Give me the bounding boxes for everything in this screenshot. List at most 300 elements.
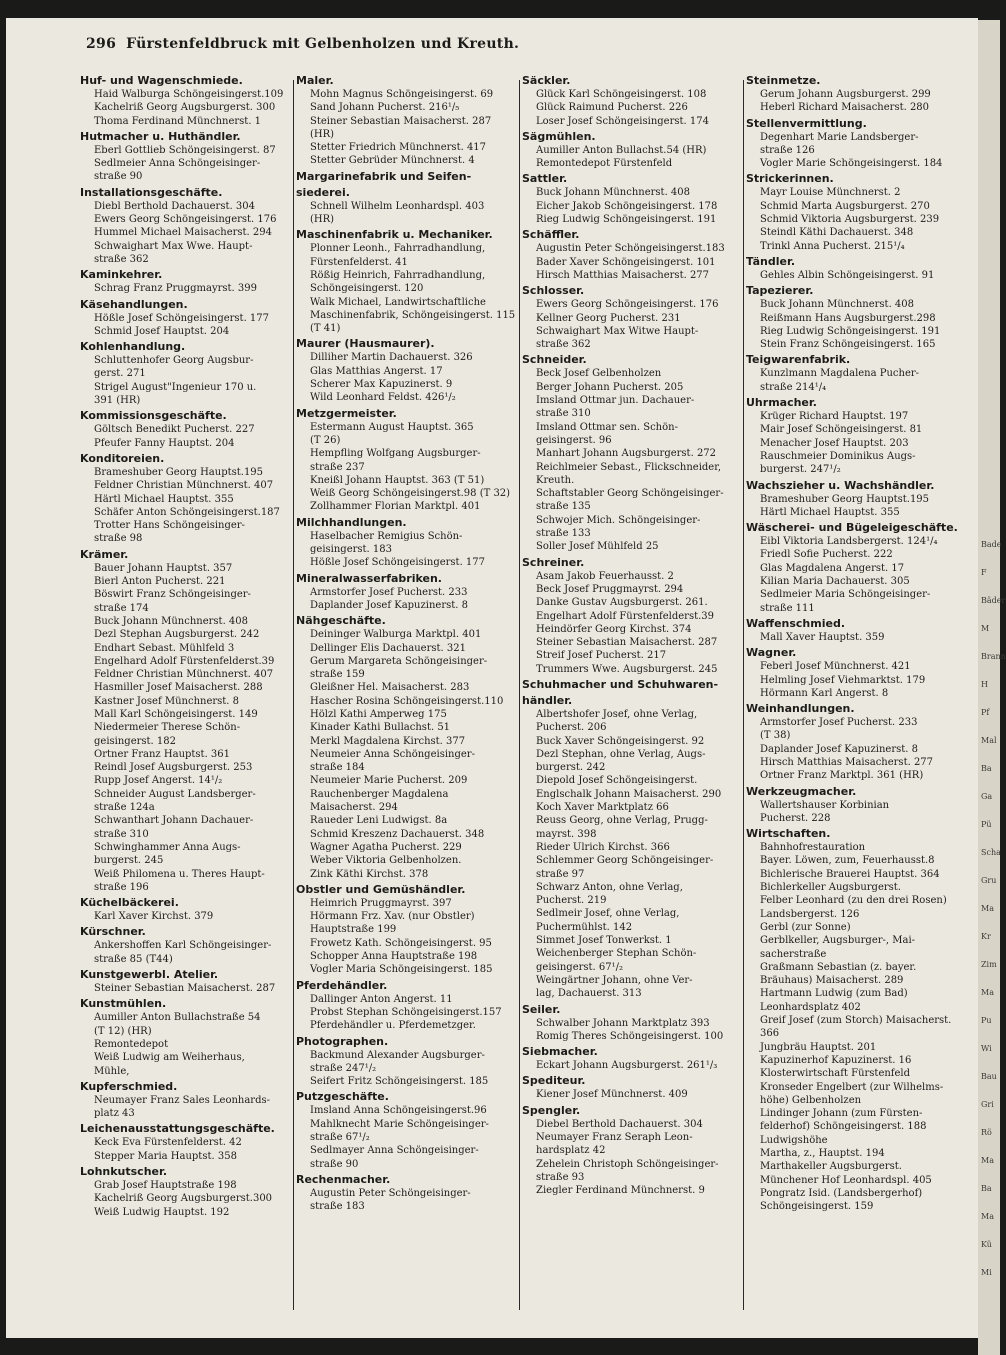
directory-entry: Hößle Josef Schöngeisingerst. 177 — [94, 312, 270, 324]
directory-entry: Neumeier Marie Pucherst. 209 — [310, 775, 468, 787]
section-heading: Nähgeschäfte. — [296, 614, 386, 628]
directory-entry: Landsbergerst. 126 — [760, 908, 860, 920]
directory-entry: straße 90 — [94, 171, 143, 183]
directory-entry: Ewers Georg Schöngeisingerst. 176 — [94, 214, 277, 226]
directory-entry: Friedl Sofie Pucherst. 222 — [760, 549, 893, 561]
directory-entry: Pferdehändler u. Pferdemetzger. — [310, 1020, 476, 1032]
directory-entry: Trinkl Anna Pucherst. 215¹/₄ — [760, 240, 905, 252]
section-heading: Kaminkehrer. — [80, 268, 163, 282]
directory-entry: Hempfling Wolfgang Augsburger- — [310, 448, 481, 460]
directory-section — [522, 172, 740, 226]
directory-entry: Estermann August Hauptst. 365 — [310, 421, 474, 433]
directory-entry: straße 237 — [310, 461, 365, 473]
directory-section — [296, 614, 518, 881]
directory-section — [80, 997, 292, 1077]
directory-entry: Thoma Ferdinand Münchnerst. 1 — [94, 115, 262, 127]
directory-entry: Hummel Michael Maisacherst. 294 — [94, 227, 272, 239]
directory-entry: Weiß Ludwig Hauptst. 192 — [94, 1206, 230, 1218]
directory-entry: Heberl Richard Maisacherst. 280 — [760, 102, 930, 114]
directory-entry: Mohn Magnus Schöngeisingerst. 69 — [310, 89, 494, 100]
directory-entry: Mahlknecht Marie Schöngeisinger- — [310, 1118, 489, 1130]
directory-entry: Gerblkeller, Augsburger-, Mai- — [760, 935, 916, 947]
directory-section — [746, 353, 968, 394]
directory-entry: Bichlerkeller Augsburgerst. — [760, 882, 901, 894]
directory-entry: Grab Josef Hauptstraße 198 — [94, 1180, 237, 1191]
directory-entry: (T 41) — [310, 323, 341, 335]
directory-entry: Rauchenberger Magdalena — [310, 788, 449, 800]
adjacent-page-fragment: Kü — [981, 1240, 992, 1249]
directory-entry: Imsland Ottmar jun. Dachauer- — [536, 395, 695, 407]
directory-entry: Vogler Marie Schöngeisingerst. 184 — [760, 158, 943, 170]
directory-page — [6, 18, 978, 1338]
section-heading: Werkzeugmacher. — [746, 784, 857, 798]
page-number: 296 — [86, 36, 117, 52]
directory-entry: Rieder Ulrich Kirchst. 366 — [536, 841, 670, 853]
directory-entry: Sedlmeier Maria Schöngeisinger- — [760, 589, 931, 601]
directory-entry: Hößle Josef Schöngeisingerst. 177 — [310, 557, 486, 569]
directory-section — [296, 186, 518, 227]
adjacent-page-fragment: Ga — [981, 792, 993, 801]
directory-column-3 — [522, 72, 740, 1317]
directory-section — [296, 1173, 518, 1214]
directory-section — [522, 1104, 740, 1198]
directory-entry: Schwanthart Johann Dachauer- — [94, 815, 254, 827]
directory-entry: Albertshofer Josef, ohne Verlag, — [536, 708, 698, 720]
directory-entry: straße 67¹/₂ — [310, 1132, 370, 1143]
directory-section — [746, 646, 968, 700]
section-heading: händler. — [522, 693, 573, 707]
directory-entry: Mall Karl Schöngeisingerst. 149 — [94, 708, 258, 720]
directory-entry: Rauschmeier Dominikus Augs- — [760, 450, 916, 462]
directory-entry: Kreuth. — [536, 474, 575, 486]
directory-entry: (HR) — [310, 128, 335, 140]
directory-entry: Reuss Georg, ohne Verlag, Prugg- — [536, 815, 708, 827]
section-heading: Margarinefabrik und Seifen- — [296, 169, 472, 183]
directory-entry: Heindörfer Georg Kirchst. 374 — [536, 623, 692, 635]
directory-entry: Steiner Sebastian Maisacherst. 287 — [310, 115, 492, 127]
directory-entry: Daplander Josef Kapuzinerst. 8 — [760, 743, 918, 755]
directory-entry: Härtl Michael Hauptst. 355 — [94, 493, 234, 505]
directory-entry: Schwaighart Max Witwe Haupt- — [536, 325, 699, 337]
section-heading: Seiler. — [522, 1002, 561, 1016]
section-heading: Konditoreien. — [80, 451, 165, 465]
directory-section — [80, 968, 292, 995]
directory-entry: Dilliher Martin Dachauerst. 326 — [310, 352, 473, 364]
directory-entry: geisingerst. 182 — [94, 735, 176, 747]
column-divider — [293, 80, 294, 1310]
directory-entry: Hölzl Kathi Amperweg 175 — [310, 708, 447, 720]
section-heading: Maler. — [296, 74, 334, 87]
directory-entry: Krüger Richard Hauptst. 197 — [760, 411, 909, 423]
directory-entry: Dellinger Elis Dachauerst. 321 — [310, 642, 466, 654]
adjacent-page-fragment: F — [981, 568, 987, 577]
directory-entry: Feldner Christian Münchnerst. 407 — [94, 480, 274, 492]
directory-entry: Ankershoffen Karl Schöngeisinger- — [94, 940, 272, 952]
section-heading: Teigwarenfabrik. — [746, 353, 851, 367]
directory-entry: Graßmann Sebastian (z. bayer. — [760, 961, 917, 973]
adjacent-page-fragment: Pf — [981, 708, 990, 717]
directory-entry: burgerst. 242 — [536, 762, 606, 774]
directory-entry: Gerum Margareta Schöngeisinger- — [310, 655, 488, 667]
directory-section — [746, 785, 968, 826]
directory-entry: Zink Käthi Kirchst. 378 — [310, 868, 429, 880]
directory-entry: Kapuzinerhof Kapuzinerst. 16 — [760, 1054, 912, 1066]
directory-entry: Schrag Franz Pruggmayrst. 399 — [94, 283, 258, 295]
column-divider — [519, 80, 520, 1310]
directory-entry: Engelhart Adolf Fürstenfelderst.39 — [536, 610, 714, 622]
section-heading: Stellenvermittlung. — [746, 116, 867, 130]
directory-entry: Buck Johann Münchnerst. 408 — [536, 187, 691, 199]
directory-section — [522, 130, 740, 171]
directory-entry: Feldner Christian Münchnerst. 407 — [94, 669, 274, 681]
directory-entry: Gerbl (zur Sonne) — [760, 921, 851, 933]
section-heading: Waffenschmied. — [746, 616, 846, 630]
directory-entry: Menacher Josef Hauptst. 203 — [760, 437, 909, 449]
directory-section — [296, 883, 518, 977]
directory-entry: Vogler Maria Schöngeisingerst. 185 — [310, 964, 493, 976]
directory-entry: Aumiller Anton Bullachstraße 54 — [94, 1012, 261, 1024]
directory-entry: straße 90 — [310, 1158, 359, 1170]
directory-entry: Leonhardsplatz 402 — [760, 1001, 861, 1013]
directory-entry: Kronseder Engelbert (zur Wilhelms- — [760, 1081, 944, 1093]
directory-entry: Göltsch Benedikt Pucherst. 227 — [94, 424, 255, 436]
directory-entry: Hasmiller Josef Maisacherst. 288 — [94, 682, 263, 694]
directory-entry: Buck Johann Münchnerst. 408 — [94, 615, 249, 627]
directory-entry: Armstorfer Josef Pucherst. 233 — [310, 586, 468, 598]
directory-section — [746, 284, 968, 351]
directory-entry: Koch Xaver Marktplatz 66 — [536, 802, 669, 814]
directory-entry: Rieg Ludwig Schöngeisingerst. 191 — [760, 325, 941, 337]
directory-entry: Schöngeisingerst. 120 — [310, 283, 424, 295]
directory-entry: Schwinghammer Anna Augs- — [94, 841, 241, 853]
directory-entry: Imsland Anna Schöngeisingerst.96 — [310, 1105, 487, 1117]
directory-section — [80, 74, 292, 128]
directory-column-4 — [746, 72, 968, 1317]
directory-section — [80, 548, 292, 894]
directory-section — [746, 702, 968, 782]
directory-entry: Rößig Heinrich, Fahrradhandlung, — [310, 269, 486, 281]
directory-section — [522, 74, 740, 128]
directory-entry: Daplander Josef Kapuzinerst. 8 — [310, 599, 468, 611]
section-heading: Kupferschmied. — [80, 1079, 178, 1093]
section-heading: Kunstmühlen. — [80, 997, 167, 1011]
directory-section — [80, 268, 292, 295]
directory-entry: Endhart Sebast. Mühlfeld 3 — [94, 642, 235, 654]
directory-entry: Mühle, — [94, 1065, 130, 1077]
directory-entry: Imsland Ottmar sen. Schön- — [536, 421, 678, 433]
directory-entry: Eibl Viktoria Landsbergerst. 124¹/₄ — [760, 536, 938, 548]
adjacent-page-fragment: Rö — [981, 1128, 992, 1137]
directory-entry: Trummers Wwe. Augsburgerst. 245 — [536, 663, 718, 675]
section-heading: Lohnkutscher. — [80, 1165, 168, 1178]
section-heading: Sägmühlen. — [522, 129, 596, 143]
directory-entry: Augustin Peter Schöngeisinger- — [310, 1187, 471, 1199]
directory-entry: Hörmann Frz. Xav. (nur Obstler) — [310, 911, 475, 923]
directory-entry: Weingärtner Johann, ohne Ver- — [536, 974, 693, 986]
directory-entry: Weiß Georg Schöngeisingerst.98 (T 32) — [310, 488, 511, 500]
directory-entry: Degenhart Marie Landsberger- — [760, 131, 919, 143]
directory-entry: Sand Johann Pucherst. 216¹/₅ — [310, 102, 460, 114]
directory-entry: Lindinger Johann (zum Fürsten- — [760, 1108, 923, 1120]
adjacent-page-fragment: Wi — [981, 1044, 992, 1053]
adjacent-page-fragment: Ma — [981, 1212, 994, 1221]
section-heading: Obstler und Gemüshändler. — [296, 882, 466, 896]
directory-entry: Bahnhofrestauration — [760, 842, 866, 854]
directory-entry: Keck Eva Fürstenfelderst. 42 — [94, 1137, 242, 1149]
directory-entry: Mall Xaver Hauptst. 359 — [760, 631, 885, 643]
directory-entry: (T 38) — [760, 730, 791, 742]
directory-section — [80, 340, 292, 407]
directory-entry: Englschalk Johann Maisacherst. 290 — [536, 788, 722, 800]
directory-entry: Ewers Georg Schöngeisingerst. 176 — [536, 299, 719, 311]
adjacent-page-fragment: Ma — [981, 904, 994, 913]
section-heading: Käsehandlungen. — [80, 297, 188, 311]
adjacent-page-fragment: Ma — [981, 1156, 994, 1165]
directory-entry: straße 135 — [536, 501, 591, 513]
directory-entry: Stetter Friedrich Münchnerst. 417 — [310, 142, 487, 154]
directory-entry: Kastner Josef Münchnerst. 8 — [94, 695, 240, 707]
directory-entry: gerst. 271 — [94, 368, 146, 380]
directory-entry: Eckart Johann Augsburgerst. 261¹/₃ — [536, 1060, 718, 1072]
directory-entry: Bierl Anton Pucherst. 221 — [94, 576, 226, 588]
directory-entry: Kiener Josef Münchnerst. 409 — [536, 1089, 688, 1101]
directory-entry: Dezl Stephan, ohne Verlag, Augs- — [536, 748, 706, 760]
directory-entry: Bader Xaver Schöngeisingerst. 101 — [536, 256, 716, 268]
directory-entry: Dallinger Anton Angerst. 11 — [310, 993, 453, 1005]
directory-entry: Rupp Josef Angerst. 14¹/₂ — [94, 775, 223, 787]
adjacent-page-fragment: Ba — [981, 764, 992, 773]
section-heading: Spediteur. — [522, 1074, 586, 1088]
adjacent-page-fragment: Ba — [981, 1184, 992, 1193]
directory-entry: Mayr Louise Münchnerst. 2 — [760, 187, 901, 199]
directory-entry: Bayer. Löwen, zum, Feuerhausst.8 — [760, 855, 935, 867]
directory-entry: Ortner Franz Marktpl. 361 (HR) — [760, 770, 924, 782]
directory-entry: Romig Theres Schöngeisingerst. 100 — [536, 1030, 724, 1042]
directory-entry: Simmet Josef Tonwerkst. 1 — [536, 935, 672, 947]
directory-entry: Diebl Berthold Dachauerst. 304 — [94, 200, 255, 212]
directory-entry: Pucherst. 219 — [536, 895, 607, 907]
adjacent-page-fragment: Gri — [981, 1100, 994, 1109]
directory-entry: geisingerst. 67¹/₂ — [536, 961, 624, 973]
directory-entry: Bauer Johann Hauptst. 357 — [94, 562, 233, 574]
directory-entry: Berger Johann Pucherst. 205 — [536, 381, 684, 393]
section-heading: Huf- und Wagenschmiede. — [80, 74, 243, 87]
directory-entry: Schneider August Landsberger- — [94, 788, 256, 800]
directory-entry: Stein Franz Schöngeisingerst. 165 — [760, 339, 936, 351]
directory-entry: Buck Johann Münchnerst. 408 — [760, 299, 915, 311]
directory-section — [296, 572, 518, 613]
directory-section — [80, 925, 292, 966]
directory-entry: Niedermeier Therese Schön- — [94, 722, 241, 734]
directory-entry: Hörmann Karl Angerst. 8 — [760, 687, 889, 699]
directory-section — [296, 337, 518, 404]
section-heading: Wagner. — [746, 646, 797, 660]
directory-entry: Zollhammer Florian Marktpl. 401 — [310, 501, 481, 513]
directory-entry: straße 196 — [94, 881, 149, 893]
directory-entry: Aumiller Anton Bullachst.54 (HR) — [536, 144, 707, 156]
directory-entry: Wagner Agatha Pucherst. 229 — [310, 841, 462, 853]
directory-entry: Mair Josef Schöngeisingerst. 81 — [760, 424, 923, 436]
directory-entry: Raueder Leni Ludwigst. 8a — [310, 815, 448, 827]
directory-entry: Ludwigshöhe — [760, 1134, 828, 1146]
directory-entry: Bichlerische Brauerei Hauptst. 364 — [760, 868, 940, 880]
directory-entry: Stetter Gebrüder Münchnerst. 4 — [310, 155, 475, 167]
directory-entry: Schwarz Anton, ohne Verlag, — [536, 881, 683, 893]
directory-entry: Diebel Berthold Dachauerst. 304 — [536, 1118, 703, 1130]
section-heading: Milchhandlungen. — [296, 515, 407, 529]
directory-entry: straße 126 — [760, 144, 815, 156]
directory-entry: (HR) — [310, 214, 335, 226]
directory-entry: Bräuhaus) Maisacherst. 289 — [760, 975, 904, 987]
adjacent-page-fragment: Bade — [981, 540, 1002, 549]
adjacent-page-fragment: H — [981, 680, 988, 689]
directory-entry: Hascher Rosina Schöngeisingerst.110 — [310, 695, 504, 707]
directory-entry: Helmling Josef Viehmarktst. 179 — [760, 674, 926, 686]
section-heading: Kommissionsgeschäfte. — [80, 409, 227, 423]
directory-section — [522, 694, 740, 1001]
directory-entry: straße 310 — [536, 408, 591, 420]
directory-section — [296, 979, 518, 1033]
directory-entry: Kilian Maria Dachauerst. 305 — [760, 576, 910, 588]
directory-entry: Haselbacher Remigius Schön- — [310, 530, 463, 542]
directory-entry: Gehles Albin Schöngeisingerst. 91 — [760, 269, 935, 281]
directory-entry: Pucherst. 228 — [760, 812, 831, 824]
directory-entry: Streif Josef Pucherst. 217 — [536, 650, 667, 662]
directory-entry: Härtl Michael Hauptst. 355 — [760, 506, 900, 518]
section-heading: Uhrmacher. — [746, 396, 817, 410]
directory-entry: Ziegler Ferdinand Münchnerst. 9 — [536, 1185, 705, 1197]
directory-entry: Schwalber Johann Marktplatz 393 — [536, 1017, 710, 1029]
directory-entry: straße 247¹/₂ — [310, 1062, 377, 1074]
directory-entry: Stepper Maria Hauptst. 358 — [94, 1150, 237, 1162]
section-heading: Weinhandlungen. — [746, 702, 855, 716]
directory-entry: felderhof) Schöngeisingerst. 188 — [760, 1121, 927, 1133]
directory-entry: Neumayer Franz Seraph Leon- — [536, 1132, 693, 1143]
section-heading: Wirtschaften. — [746, 827, 831, 841]
directory-section — [746, 479, 968, 520]
directory-column-1 — [80, 72, 292, 1317]
directory-entry: Hirsch Matthias Maisacherst. 277 — [760, 756, 934, 768]
directory-entry: Probst Stephan Schöngeisingerst.157 — [310, 1006, 502, 1018]
section-heading: Schneider. — [522, 353, 587, 367]
directory-entry: straße 111 — [760, 602, 815, 614]
directory-section — [80, 896, 292, 923]
directory-entry: burgerst. 247¹/₂ — [760, 464, 841, 476]
directory-section — [80, 1122, 292, 1163]
directory-entry: Plonner Leonh., Fahrradhandlung, — [310, 243, 486, 255]
adjacent-page-fragment: Scha — [981, 848, 1001, 857]
directory-section — [296, 74, 518, 168]
directory-entry: Steindl Käthi Dachauerst. 348 — [760, 227, 914, 239]
directory-entry: Schaftstabler Georg Schöngeisinger- — [536, 488, 724, 500]
directory-section — [80, 1165, 292, 1219]
adjacent-page-fragment: Pu — [981, 1016, 992, 1025]
directory-entry: straße 184 — [310, 762, 365, 774]
directory-entry: Eicher Jakob Schöngeisingerst. 178 — [536, 200, 718, 212]
directory-entry: Schwojer Mich. Schöngeisinger- — [536, 514, 701, 526]
directory-entry: Schmid Viktoria Augsburgerst. 239 — [760, 214, 940, 226]
page-title: Fürstenfeldbruck mit Gelbenholzen und Kreuth. — [126, 36, 520, 52]
directory-entry: Martha, z., Hauptst. 194 — [760, 1148, 885, 1159]
directory-section — [522, 228, 740, 282]
directory-entry: straße 97 — [536, 868, 585, 880]
directory-entry: straße 85 (T44) — [94, 953, 173, 965]
directory-entry: Brameshuber Georg Hauptst.195 — [94, 466, 264, 478]
directory-entry: Hirsch Matthias Maisacherst. 277 — [536, 269, 710, 281]
adjacent-page-fragment: Pü — [981, 820, 992, 829]
section-heading: Wachszieher u. Wachshändler. — [746, 478, 935, 492]
directory-entry: (T 26) — [310, 434, 341, 446]
directory-entry: straße 174 — [94, 602, 149, 614]
section-heading: Tändler. — [746, 254, 796, 268]
directory-entry: straße 362 — [94, 253, 149, 265]
directory-entry: Glück Karl Schöngeisingerst. 108 — [536, 89, 707, 100]
directory-entry: Schmid Marta Augsburgerst. 270 — [760, 200, 930, 212]
directory-entry: Reißmann Hans Augsburgerst.298 — [760, 312, 936, 324]
section-heading: Steinmetze. — [746, 74, 821, 87]
directory-section — [296, 1090, 518, 1170]
directory-entry: Heimrich Pruggmayrst. 397 — [310, 897, 452, 909]
section-heading: Siebmacher. — [522, 1045, 598, 1059]
directory-entry: Fürstenfelderst. 41 — [310, 256, 408, 268]
directory-entry: straße 124a — [94, 802, 155, 814]
directory-section — [746, 827, 968, 1213]
adjacent-page-fragment: Brann — [981, 652, 1006, 661]
directory-entry: Neumayer Franz Sales Leonhards- — [94, 1094, 271, 1106]
directory-entry: Marthakeller Augsburgerst. — [760, 1161, 902, 1173]
directory-entry: 391 (HR) — [94, 395, 141, 407]
section-heading: Pferdehändler. — [296, 978, 388, 992]
adjacent-page-fragment: Kr — [981, 932, 991, 941]
section-heading: Kohlenhandlung. — [80, 340, 186, 354]
directory-entry: mayrst. 398 — [536, 828, 597, 840]
directory-section — [296, 170, 518, 184]
directory-entry: Greif Josef (zum Storch) Maisacherst. — [760, 1015, 952, 1027]
column-divider — [743, 80, 744, 1310]
directory-entry: Felber Leonhard (zu den drei Rosen) — [760, 895, 947, 907]
directory-section — [522, 284, 740, 351]
directory-entry: Steiner Sebastian Maisacherst. 287 — [94, 983, 276, 995]
directory-entry: Steiner Sebastian Maisacherst. 287 — [536, 637, 718, 649]
directory-entry: Kachelriß Georg Augsburgerst. 300 — [94, 102, 276, 114]
section-heading: Spengler. — [522, 1103, 581, 1117]
directory-entry: Hauptstraße 199 — [310, 924, 397, 936]
directory-entry: straße 98 — [94, 533, 143, 545]
directory-entry: Maschinenfabrik, Schöngeisingerst. 115 — [310, 309, 516, 321]
directory-entry: Merkl Magdalena Kirchst. 377 — [310, 735, 466, 747]
directory-entry: Karl Xaver Kirchst. 379 — [94, 911, 214, 923]
directory-section — [746, 396, 968, 476]
directory-entry: Schwaighart Max Wwe. Haupt- — [94, 240, 253, 252]
directory-entry: Beck Josef Gelbenholzen — [536, 368, 662, 380]
adjacent-page-fragment: Gru — [981, 876, 997, 885]
section-heading: Mineralwasserfabriken. — [296, 571, 442, 585]
section-heading: Schuhmacher und Schuhwaren- — [522, 677, 719, 691]
section-heading: Rechenmacher. — [296, 1172, 391, 1186]
directory-entry: 366 — [760, 1028, 780, 1040]
directory-entry: Böswirt Franz Schöngeisinger- — [94, 589, 251, 601]
directory-entry: Schmid Josef Hauptst. 204 — [94, 325, 230, 337]
directory-section — [80, 452, 292, 546]
directory-entry: Hartmann Ludwig (zum Bad) — [760, 988, 908, 1000]
directory-entry: Gerum Johann Augsburgerst. 299 — [760, 89, 931, 100]
directory-entry: Seifert Fritz Schöngeisingerst. 185 — [310, 1076, 489, 1088]
directory-entry: Trotter Hans Schöngeisinger- — [94, 520, 245, 532]
section-heading: Sattler. — [522, 172, 568, 186]
directory-entry: geisingerst. 183 — [310, 544, 392, 556]
directory-entry: Loser Josef Schöngeisingerst. 174 — [536, 115, 709, 127]
directory-section — [80, 1080, 292, 1121]
